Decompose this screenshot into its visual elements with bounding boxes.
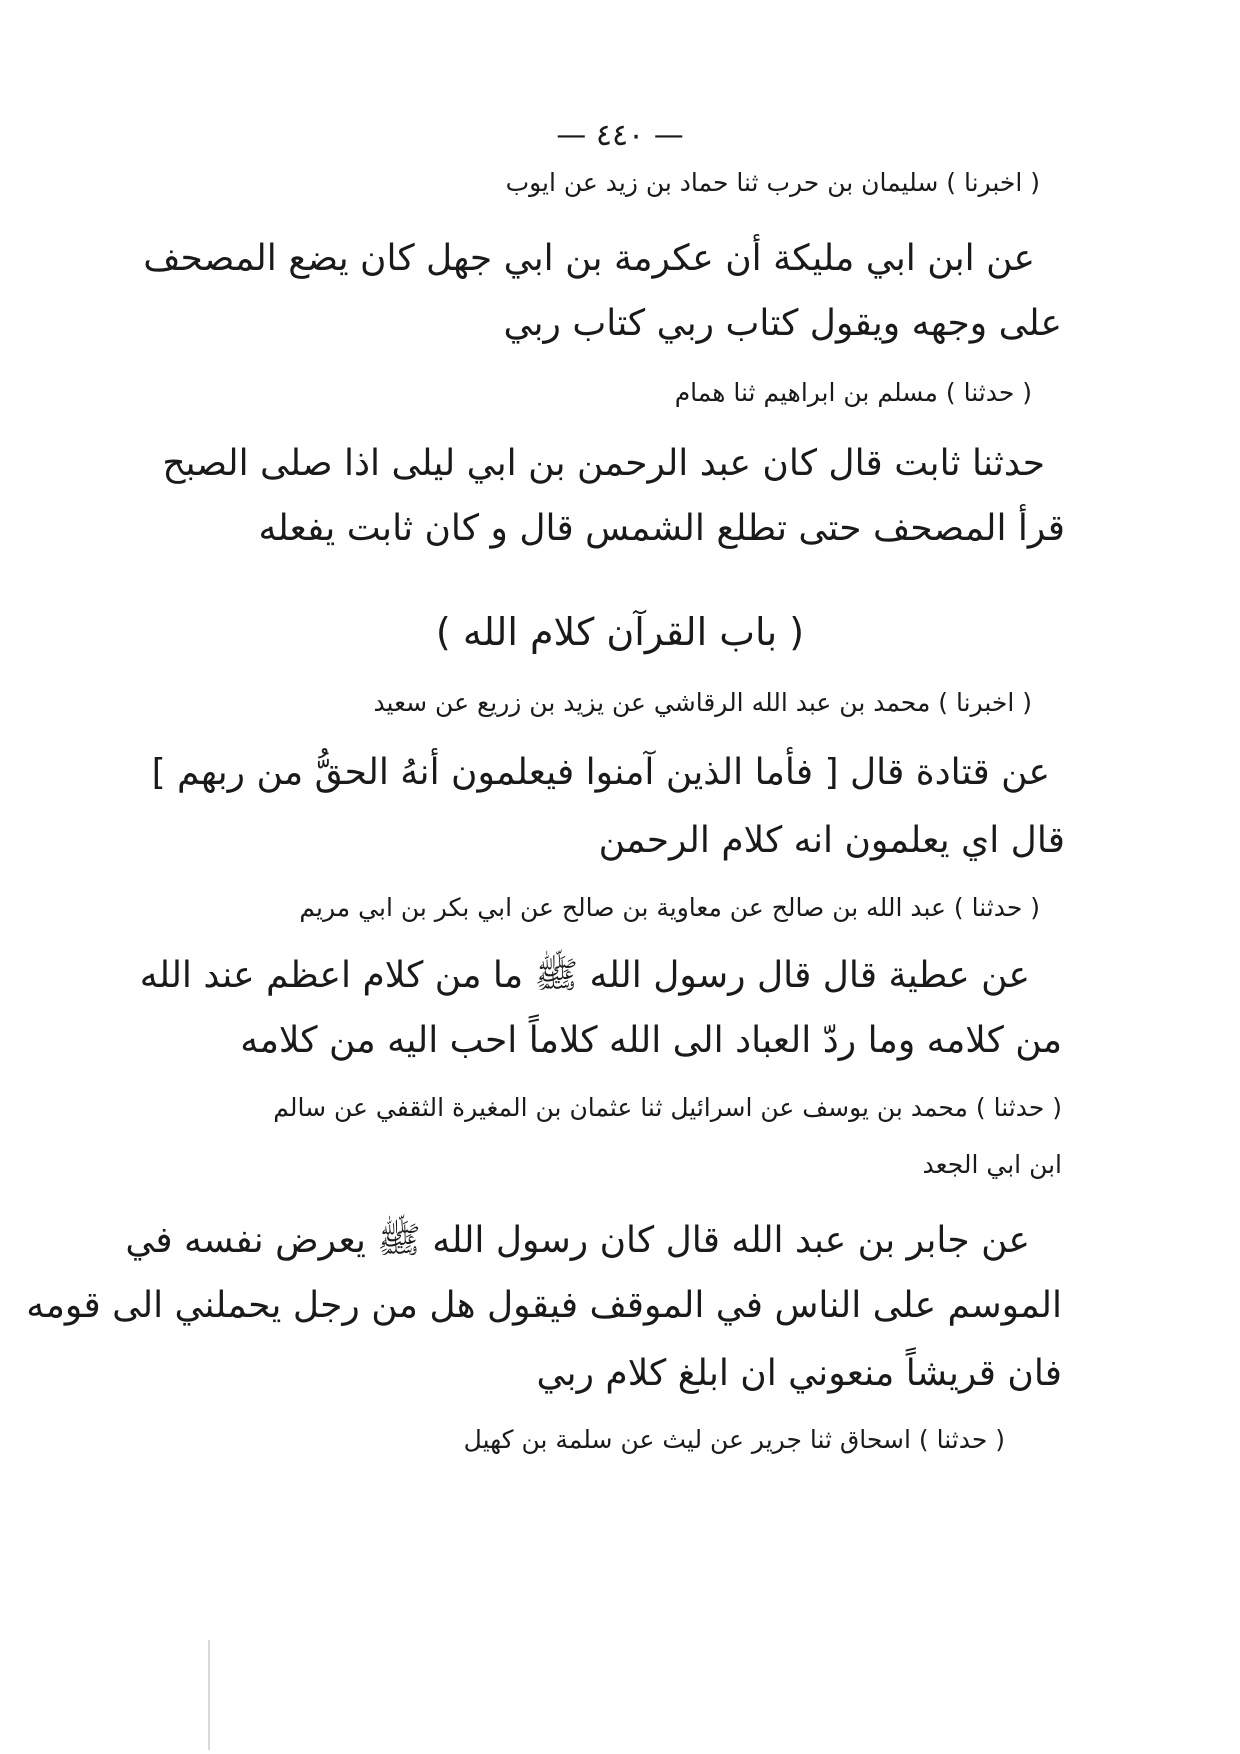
text-line: عن عطية قال قال رسول الله ﷺ ما من كلام اعظم عند الله [139, 955, 1030, 996]
isnad-line: ( حدثنا ) عبد الله بن صالح عن معاوية بن صالح عن ابي بكر بن ابي مريم [299, 893, 1040, 922]
text-line: من كلامه وما ردّ العباد الى الله كلاماً احب اليه من كلامه [240, 1020, 1062, 1061]
isnad-line: ( حدثنا ) محمد بن يوسف عن اسرائيل ثنا عثمان بن المغيرة الثقفي عن سالم [273, 1093, 1062, 1122]
isnad-line: ( حدثنا ) اسحاق ثنا جرير عن ليث عن سلمة بن كهيل [463, 1425, 1005, 1454]
section-heading: ( باب القرآن كلام الله ) [435, 610, 805, 654]
text-line: حدثنا ثابت قال كان عبد الرحمن بن ابي ليلى اذا صلى الصبح [162, 443, 1045, 484]
text-line: على وجهه ويقول كتاب ربي كتاب ربي [503, 303, 1062, 344]
isnad-line: ( اخبرنا ) محمد بن عبد الله الرقاشي عن يزيد بن زريع عن سعيد [373, 688, 1032, 717]
text-line: قال اي يعلمون انه كلام الرحمن [598, 820, 1065, 861]
page-number: — ٤٤٠ — [556, 118, 684, 153]
text-line: عن ابن ابي مليكة أن عكرمة بن ابي جهل كان يضع المصحف [143, 238, 1035, 279]
text-line: فان قريشاً منعوني ان ابلغ كلام ربي [536, 1353, 1062, 1394]
text-line: عن قتادة قال [ فأما الذين آمنوا فيعلمون أنهُ الحقُّ من ربهم ] [151, 752, 1050, 793]
isnad-line: ( اخبرنا ) سليمان بن حرب ثنا حماد بن زيد عن ايوب [505, 168, 1040, 197]
isnad-line: ابن ابي الجعد [922, 1150, 1062, 1179]
margin-rule [208, 1640, 210, 1750]
text-line: عن جابر بن عبد الله قال كان رسول الله ﷺ يعرض نفسه في [125, 1220, 1030, 1261]
isnad-line: ( حدثنا ) مسلم بن ابراهيم ثنا همام [674, 378, 1032, 407]
text-line: الموسم على الناس في الموقف فيقول هل من رجل يحملني الى قومه [26, 1285, 1062, 1326]
text-line: قرأ المصحف حتى تطلع الشمس قال و كان ثابت يفعله [258, 508, 1065, 549]
